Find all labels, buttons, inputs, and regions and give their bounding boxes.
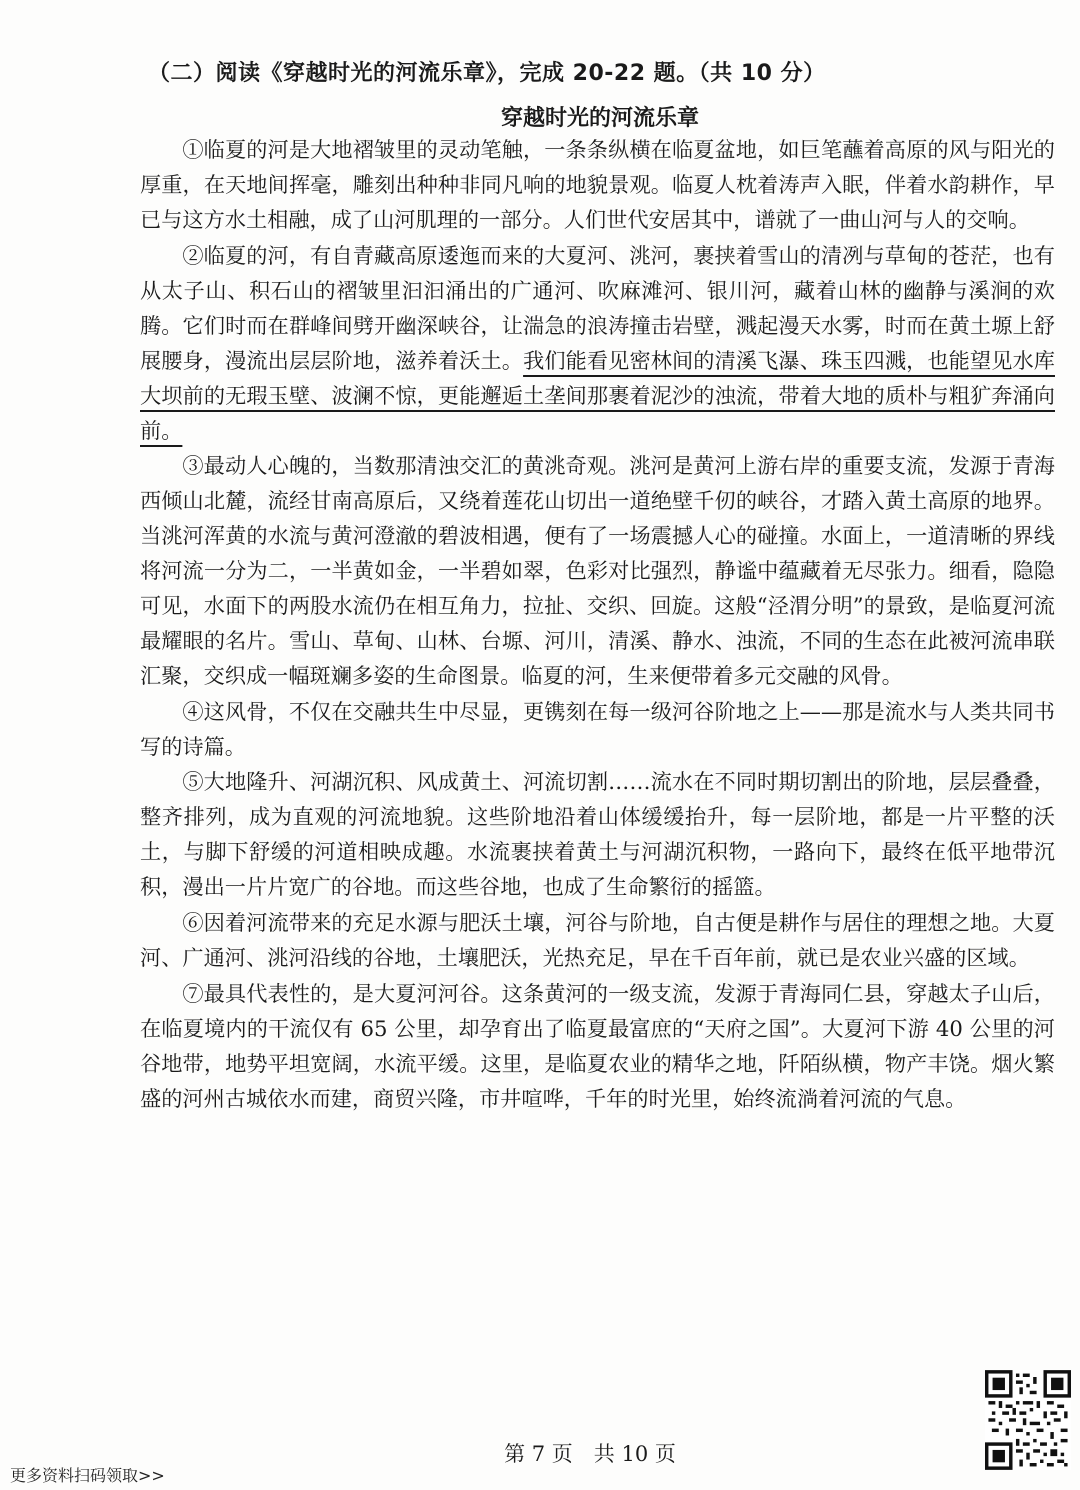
qr-code-icon[interactable] [985,1370,1071,1470]
paragraph-6 [140,905,1055,975]
section-heading: （二）阅读《穿越时光的河流乐章》，完成 20-22 题。（共 10 分） [148,61,826,86]
paragraph-3 [140,448,1055,693]
underlined-sentence: 我们能看见密林间的清溪飞瀑、珠玉四溅，也能望见水库大坝前的无瑕玉壁、波澜不惊，更能邂逅土垄间那裹着泥沙的浊流，带着大地的质朴与粗犷奔涌向前。 [140,347,1055,443]
paragraph-1-text: ①临夏的河是大地褶皱里的灵动笔触，一条条纵横在临夏盆地，如巨笔蘸着高原的风与阳光的厚重，在天地间挥毫，雕刻出种种非同凡响的地貌景观。临夏人枕着涛声入眠，伴着水韵耕作，早已与这方水土相融，成了山河肌理的一部分。人们世代安居其中，谱就了一曲山河与人的交响。 [140,137,1055,232]
paragraph-6-text: ⑥因着河流带来的充足水源与肥沃土壤，河谷与阶地，自古便是耕作与居住的理想之地。大夏河、广通河、洮河沿线的谷地，土壤肥沃，光热充足，早在千百年前，就已是农业兴盛的区域。 [140,909,1055,970]
paragraph-4 [140,694,1055,764]
more-resources-link[interactable]: 更多资料扫码领取>> [10,1466,165,1485]
article-body [140,132,1055,1116]
paragraph-5 [140,764,1055,904]
paragraph-7-text: ⑦最具代表性的，是大夏河河谷。这条黄河的一级支流，发源于青海同仁县，穿越太子山后，在临夏境内的干流仅有 65 公里，却孕育出了临夏最富庶的“天府之国”。大夏河下游 40 公里的河谷地带，地势平坦宽阔，水流平缓。这里，是临夏农业的精华之地，阡陌纵横，物产丰饶。烟火繁盛的河州古城依水而建，商贸兴隆，市井喧哗，千年的时光里，始终流淌着河流的气息。 [140,980,1055,1111]
paragraph-2-text: ②临夏的河，有自青藏高原逶迤而来的大夏河、洮河，裹挟着雪山的清冽与草甸的苍茫，也有从太子山、积石山的褶皱里汩汩涌出的广通河、吹麻滩河、银川河，藏着山林的幽静与溪涧的欢腾。它们时而在群峰间劈开幽深峡谷，让湍急的浪涛撞击岩壁，溅起漫天水雾，时而在黄土塬上舒展腰身，漫流出层层阶地，滋养着沃土。 [140,242,1055,373]
article-title: 穿越时光的河流乐章 [500,106,699,131]
paragraph-1 [140,132,1055,237]
paragraph-4-text: ④这风骨，不仅在交融共生中尽显，更镌刻在每一级河谷阶地之上——那是流水与人类共同书写的诗篇。 [140,698,1055,759]
paragraph-3-text: ③最动人心魄的，当数那清浊交汇的黄洮奇观。洮河是黄河上游右岸的重要支流，发源于青海西倾山北麓，流经甘南高原后，又绕着莲花山切出一道绝壁千仞的峡谷，才踏入黄土高原的地界。当洮河浑黄的水流与黄河澄澈的碧波相遇，便有了一场震撼人心的碰撞。水面上，一道清晰的界线将河流一分为二，一半黄如金，一半碧如翠，色彩对比强烈，静谧中蕴藏着无尽张力。细看，隐隐可见，水面下的两股水流仍在相互角力，拉扯、交织、回旋。这般“泾渭分明”的景致，是临夏河流最耀眼的名片。雪山、草甸、山林、台塬、河川，清溪、静水、浊流，不同的生态在此被河流串联汇聚，交织成一幅斑斓多姿的生命图景。临夏的河，生来便带着多元交融的风骨。 [140,453,1055,689]
paragraph-7 [140,976,1055,1116]
paragraph-2 [140,238,1055,448]
paragraph-5-text: ⑤大地隆升、河湖沉积、风成黄土、河流切割……流水在不同时期切割出的阶地，层层叠叠，整齐排列，成为直观的河流地貌。这些阶地沿着山体缓缓抬升，每一层阶地，都是一片平整的沃土，与脚下舒缓的河道相映成趣。水流裹挟着黄土与河湖沉积物，一路向下，最终在低平地带沉积，漫出一片片宽广的谷地。而这些谷地，也成了生命繁衍的摇篮。 [140,769,1055,900]
page-number: 第 7 页 共 10 页 [504,1442,676,1466]
